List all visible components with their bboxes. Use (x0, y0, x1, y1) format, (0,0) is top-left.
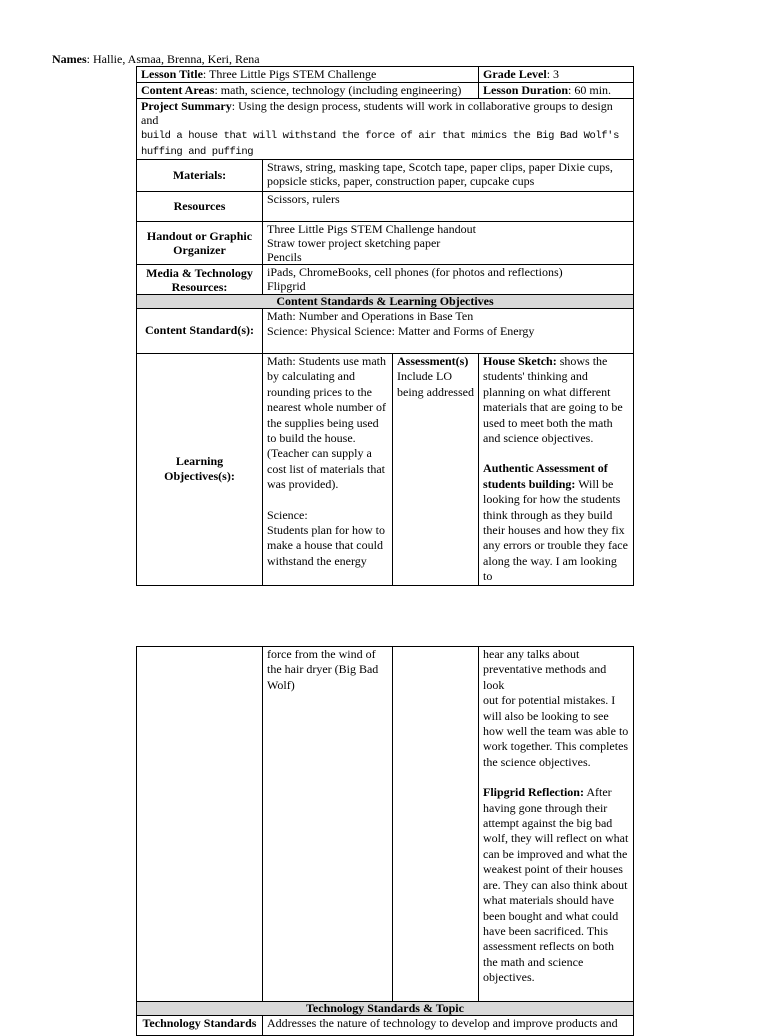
learning-objective-line: the hair dryer (Big Bad (267, 662, 379, 677)
content-standard-label: Content Standard(s) (144, 323, 250, 338)
learning-objective-line: make a house that could (267, 538, 383, 553)
technology-standards-value: Addresses the nature of technology to develop and improve products and (267, 1016, 618, 1030)
technology-standards-heading: Technology Standards & Topic (137, 1002, 634, 1016)
flipgrid-reflection-line: After (583, 785, 612, 800)
authentic-assessment-line: out for potential mistakes. I (483, 693, 616, 708)
learning-objectives-text-cell (263, 354, 393, 586)
handout-line2: Straw tower project sketching paper (267, 236, 441, 250)
learning-objective-line: (Teacher can supply a (267, 446, 372, 461)
learning-objective-line: rounding prices to the (267, 384, 372, 399)
materials-label-cell: Materials: (137, 160, 263, 192)
content-areas-value: math, science, technology (including engineering) (220, 83, 462, 97)
technology-standards-label-cell (137, 1016, 263, 1036)
flipgrid-reflection-block (483, 785, 629, 985)
learning-objectives-continued (267, 647, 388, 693)
content-areas-cell: Content Areas: math, science, technology (including engineering) (137, 83, 479, 99)
flipgrid-reflection-line: weakest point of their houses (483, 862, 623, 877)
handout-line1: Three Little Pigs STEM Challenge handout (267, 222, 476, 236)
learning-objectives-label-line1: Learning (175, 454, 224, 469)
authentic-assessment-line: Will be (575, 476, 614, 491)
flipgrid-reflection-label: Flipgrid Reflection: (483, 785, 584, 800)
authentic-assessment-block (483, 461, 629, 584)
assessment-continued-cell (393, 647, 479, 1002)
grade-level-cell: Grade Level: 3 (479, 67, 634, 83)
handout-label-cell (137, 222, 263, 265)
materials-line2: popsicle sticks, paper, construction paper, cupcake cups (267, 174, 535, 188)
learning-objective-line: Math: Students use math (267, 354, 386, 368)
resources-label: Resources (173, 198, 226, 213)
lesson-duration-value: 60 min. (574, 83, 612, 97)
content-standard-label-cell: Content Standard(s): (137, 309, 263, 354)
flipgrid-reflection-line: what materials should have (483, 893, 614, 908)
content-standard-value-cell (263, 309, 634, 354)
learning-objectives-math (267, 354, 388, 493)
learning-objective-line: nearest whole number of (267, 400, 386, 415)
authentic-assessment-continued (483, 647, 629, 770)
flipgrid-reflection-line: assessment reflects on both (483, 939, 614, 954)
assessment-details-continued-cell (479, 647, 634, 1002)
continued-label-cell (137, 647, 263, 1002)
authentic-assessment-line: work together. This completes (483, 739, 629, 754)
flipgrid-reflection-line: the math and science (483, 954, 584, 969)
learning-objective-line: force from the wind of (267, 647, 376, 661)
assessment-line: Include LO (397, 369, 452, 384)
flipgrid-reflection-line: been bought and what could (483, 908, 619, 923)
handout-value-cell (263, 222, 634, 265)
house-sketch-line: materials that are going to be (483, 400, 623, 415)
names-label: Names (52, 52, 87, 66)
house-sketch-block (483, 354, 629, 446)
learning-objective-line: Wolf) (267, 677, 295, 692)
grade-level-label: Grade Level (483, 67, 547, 81)
learning-objectives-continued-cell (263, 647, 393, 1002)
authentic-assessment-line: how well the team was able to (483, 724, 629, 739)
project-summary-label: Project Summary (141, 99, 232, 113)
names-line: Names: Hallie, Asmaa, Brenna, Keri, Rena (52, 52, 260, 66)
lesson-title-value: Three Little Pigs STEM Challenge (209, 67, 377, 81)
materials-label: Materials (172, 167, 223, 182)
learning-objective-line: withstand the energy (267, 553, 367, 568)
flipgrid-reflection-line: attempt against the big bad (483, 816, 613, 831)
house-sketch-label: House Sketch: (483, 354, 557, 368)
learning-objective-line: Science: (267, 507, 308, 522)
authentic-assessment-line: looking for how the students (483, 492, 621, 507)
authentic-assessment-line: their houses and how they fix (483, 523, 625, 538)
lesson-title-cell: Lesson Title: Three Little Pigs STEM Challenge (137, 67, 479, 83)
learning-objectives-label-cell: Learning Objectives(s): (137, 354, 263, 586)
house-sketch-line: planning on what different (483, 384, 611, 399)
handout-label-line1: Handout or Graphic (146, 229, 253, 243)
authentic-assessment-line: think through as they build (483, 507, 613, 522)
authentic-assessment-line: the science objectives. (483, 754, 591, 769)
house-sketch-line: students' thinking and (483, 369, 588, 384)
technology-standards-value-cell (263, 1016, 634, 1036)
media-label-line2: Resources (171, 279, 224, 294)
house-sketch-line: and science objectives. (483, 431, 594, 446)
house-sketch-line: shows the (556, 354, 608, 368)
learning-objective-line: to build the house. (267, 431, 356, 446)
media-label-cell: Media & Technology Resources: (137, 265, 263, 295)
learning-objective-line: was provided). (267, 477, 339, 492)
flipgrid-reflection-line: are. They can also think about (483, 877, 628, 892)
materials-line1: Straws, string, masking tape, Scotch tape, paper clips, paper Dixie cups, (267, 160, 613, 174)
media-label-line1: Media & Technology (146, 265, 253, 280)
content-standard-line2: Science: Physical Science: Matter and Forms of Energy (267, 324, 535, 338)
learning-objective-line: cost list of materials that (267, 461, 385, 476)
assessment-line: being addressed (397, 384, 474, 399)
lesson-plan-table-page1 (136, 66, 634, 586)
lesson-duration-label: Lesson Duration (483, 83, 569, 97)
learning-objective-line: Students plan for how to (267, 523, 385, 538)
learning-objectives-label-line2: Objectives(s) (164, 469, 231, 484)
flipgrid-reflection-line: wolf, they will reflect on what (483, 831, 629, 846)
authentic-assessment-line: any errors or trouble they face (483, 538, 628, 553)
project-summary-cell: Project Summary: Using the design process, students will work in collaborative groups to design and build a house that will withstand the force of air that mimics the Big Bad Wolf's huffing and puffing (137, 99, 634, 160)
learning-objective-line: the supplies being used (267, 415, 379, 430)
project-summary-line2: build a house that will withstand the force of air that mimics the Big Bad Wolf's huffing and puffing (141, 130, 619, 158)
names-value: Hallie, Asmaa, Brenna, Keri, Rena (93, 52, 260, 66)
technology-standards-label: Technology Standards (142, 1016, 257, 1030)
authentic-assessment-line: along the way. I am looking to (483, 553, 617, 584)
handout-line3: Pencils (267, 250, 302, 264)
authentic-assessment-line: will also be looking to see (483, 708, 609, 723)
resources-value-cell (263, 192, 634, 222)
authentic-assessment-label: Authentic Assessment of students building: (483, 461, 608, 491)
flipgrid-reflection-line: having gone through their (483, 800, 608, 815)
assessment-details-cell (479, 354, 634, 586)
resources-label-cell (137, 192, 263, 222)
learning-objective-line: by calculating and (267, 369, 355, 384)
content-areas-label: Content Areas (141, 83, 215, 97)
lesson-duration-cell: Lesson Duration: 60 min. (479, 83, 634, 99)
assessment-note (397, 369, 474, 400)
flipgrid-reflection-line: can be improved and what the (483, 846, 628, 861)
project-summary-line1: Using the design process, students will work in collaborative groups to design and (141, 99, 613, 127)
media-line2: Flipgrid (267, 279, 306, 293)
lesson-plan-table-page2 (136, 646, 634, 1036)
assessment-label: Assessment(s) (397, 354, 469, 368)
content-standards-heading: Content Standards & Learning Objectives (137, 295, 634, 309)
learning-objectives-science (267, 508, 388, 570)
materials-value-cell (263, 160, 634, 192)
authentic-assessment-line: hear any talks about (483, 647, 580, 661)
lesson-title-label: Lesson Title (141, 67, 203, 81)
authentic-assessment-line: preventative methods and look (483, 662, 607, 692)
resources-value: Scissors, rulers (267, 192, 340, 206)
handout-label-line2: Organizer (173, 243, 226, 257)
flipgrid-reflection-line: objectives. (483, 970, 535, 985)
media-line1: iPads, ChromeBooks, cell phones (for photos and reflections) (267, 265, 563, 279)
assessment-cell (393, 354, 479, 586)
house-sketch-line: used to meet both the math (483, 415, 613, 430)
media-value-cell (263, 265, 634, 295)
content-standard-line1: Math: Number and Operations in Base Ten (267, 309, 474, 323)
flipgrid-reflection-line: have been sacrificed. This (483, 923, 609, 938)
grade-level-value: 3 (553, 67, 560, 81)
